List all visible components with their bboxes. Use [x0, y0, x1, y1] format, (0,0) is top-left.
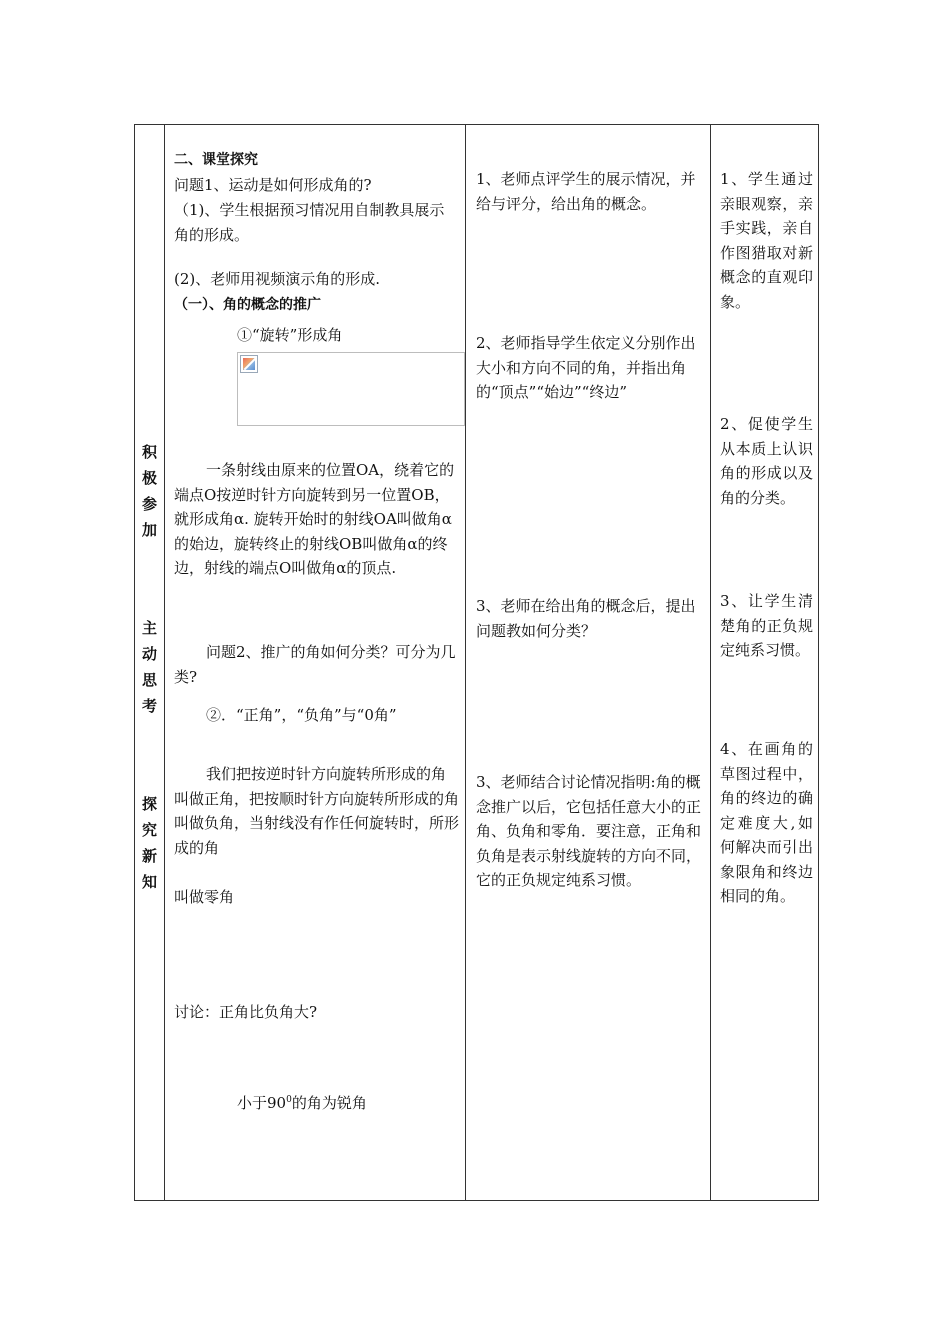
side-label-char: 新 [141, 847, 157, 865]
teacher-activity-1: 1、老师点评学生的展示情况，并给与评分，给出角的概念。 [476, 170, 696, 213]
broken-image-icon [240, 355, 258, 373]
positive-negative-heading: ②．“正角”，“负角”与“0角” [206, 706, 397, 724]
side-label-char: 考 [141, 697, 157, 715]
question-1-part-a: （1)、学生根据预习情况用自制教具展示角的形成。 [174, 201, 445, 244]
figure-placeholder [237, 352, 465, 426]
teacher-activity-4: 3、老师结合讨论情况指明:角的概念推广以后，它包括任意大小的正角、负角和零角．要注意，正角和负角是表示射线旋转的方向不同，它的正负规定纯系习惯。 [476, 773, 702, 889]
side-label-char: 参 [141, 495, 157, 513]
side-label-char: 积 [141, 443, 157, 461]
teacher-activity-2: 2、老师指导学生依定义分别作出大小和方向不同的角，并指出角的“顶点”“始边”“终边” [476, 334, 696, 401]
side-label-group-3 [135, 791, 164, 895]
rotate-heading: ①“旋转”形成角 [237, 326, 343, 344]
side-label-char: 究 [141, 821, 157, 839]
side-label-char: 动 [141, 645, 157, 663]
design-intent-4: 4、在画角的草图过程中，角的终边的确定难度大,如何解决而引出象限角和终边相同的角。 [720, 740, 813, 905]
degree-superscript: 0 [286, 1095, 292, 1105]
side-label-group-1 [135, 439, 164, 543]
side-label-char: 极 [141, 469, 157, 487]
side-label-char: 思 [141, 671, 157, 689]
positive-negative-text: 我们把按逆时针方向旋转所形成的角叫做正角，把按顺时针方向旋转所形成的角叫做负角，当射线没有作任何旋转时，所形成的角 [174, 765, 460, 857]
side-label-column [135, 125, 164, 1200]
question-2: 问题2、推广的角如何分类？可分为几类? [174, 643, 456, 686]
zero-angle-text: 叫做零角 [174, 888, 235, 906]
teacher-activity-3: 3、老师在给出角的概念后，提出问题教如何分类？ [476, 597, 696, 640]
acute-angle-suffix: 的角为锐角 [291, 1094, 367, 1112]
subsection-title: （一）、角的概念的推广 [174, 297, 321, 313]
discussion-text: 讨论：正角比负角大? [174, 1003, 318, 1021]
angle-definition: 一条射线由原来的位置OA，绕着它的端点O按逆时针方向旋转到另一位置OB，就形成角α. 旋转开始时的射线OA叫做角α的始边，旋转终止的射线OB叫做角α的终边，射线的端点O叫做角α的顶点. [174, 461, 455, 577]
side-label-char: 知 [141, 873, 157, 891]
design-intent-1: 1、学生通过亲眼观察，亲手实践，亲自作图猎取对新概念的直观印象。 [720, 170, 813, 311]
section-title: 二、课堂探究 [174, 152, 258, 168]
question-1-part-b: (2)、老师用视频演示角的形成. [174, 270, 381, 288]
acute-angle-text [237, 1088, 459, 1116]
design-intent-3: 3、让学生清楚角的正负规定纯系习惯。 [720, 592, 813, 659]
lesson-table [134, 124, 819, 1201]
side-label-group-2 [135, 615, 164, 719]
content-column [165, 125, 465, 1200]
acute-angle-prefix: 小于90 [237, 1094, 287, 1112]
question-1: 问题1、运动是如何形成角的? [174, 176, 372, 194]
side-label-char: 加 [141, 521, 157, 539]
design-intent-column [711, 125, 819, 1200]
design-intent-2: 2、促使学生从本质上认识角的形成以及角的分类。 [720, 415, 813, 507]
teacher-activity-column [466, 125, 710, 1200]
side-label-char: 主 [141, 619, 157, 637]
side-label-char: 探 [141, 795, 157, 813]
